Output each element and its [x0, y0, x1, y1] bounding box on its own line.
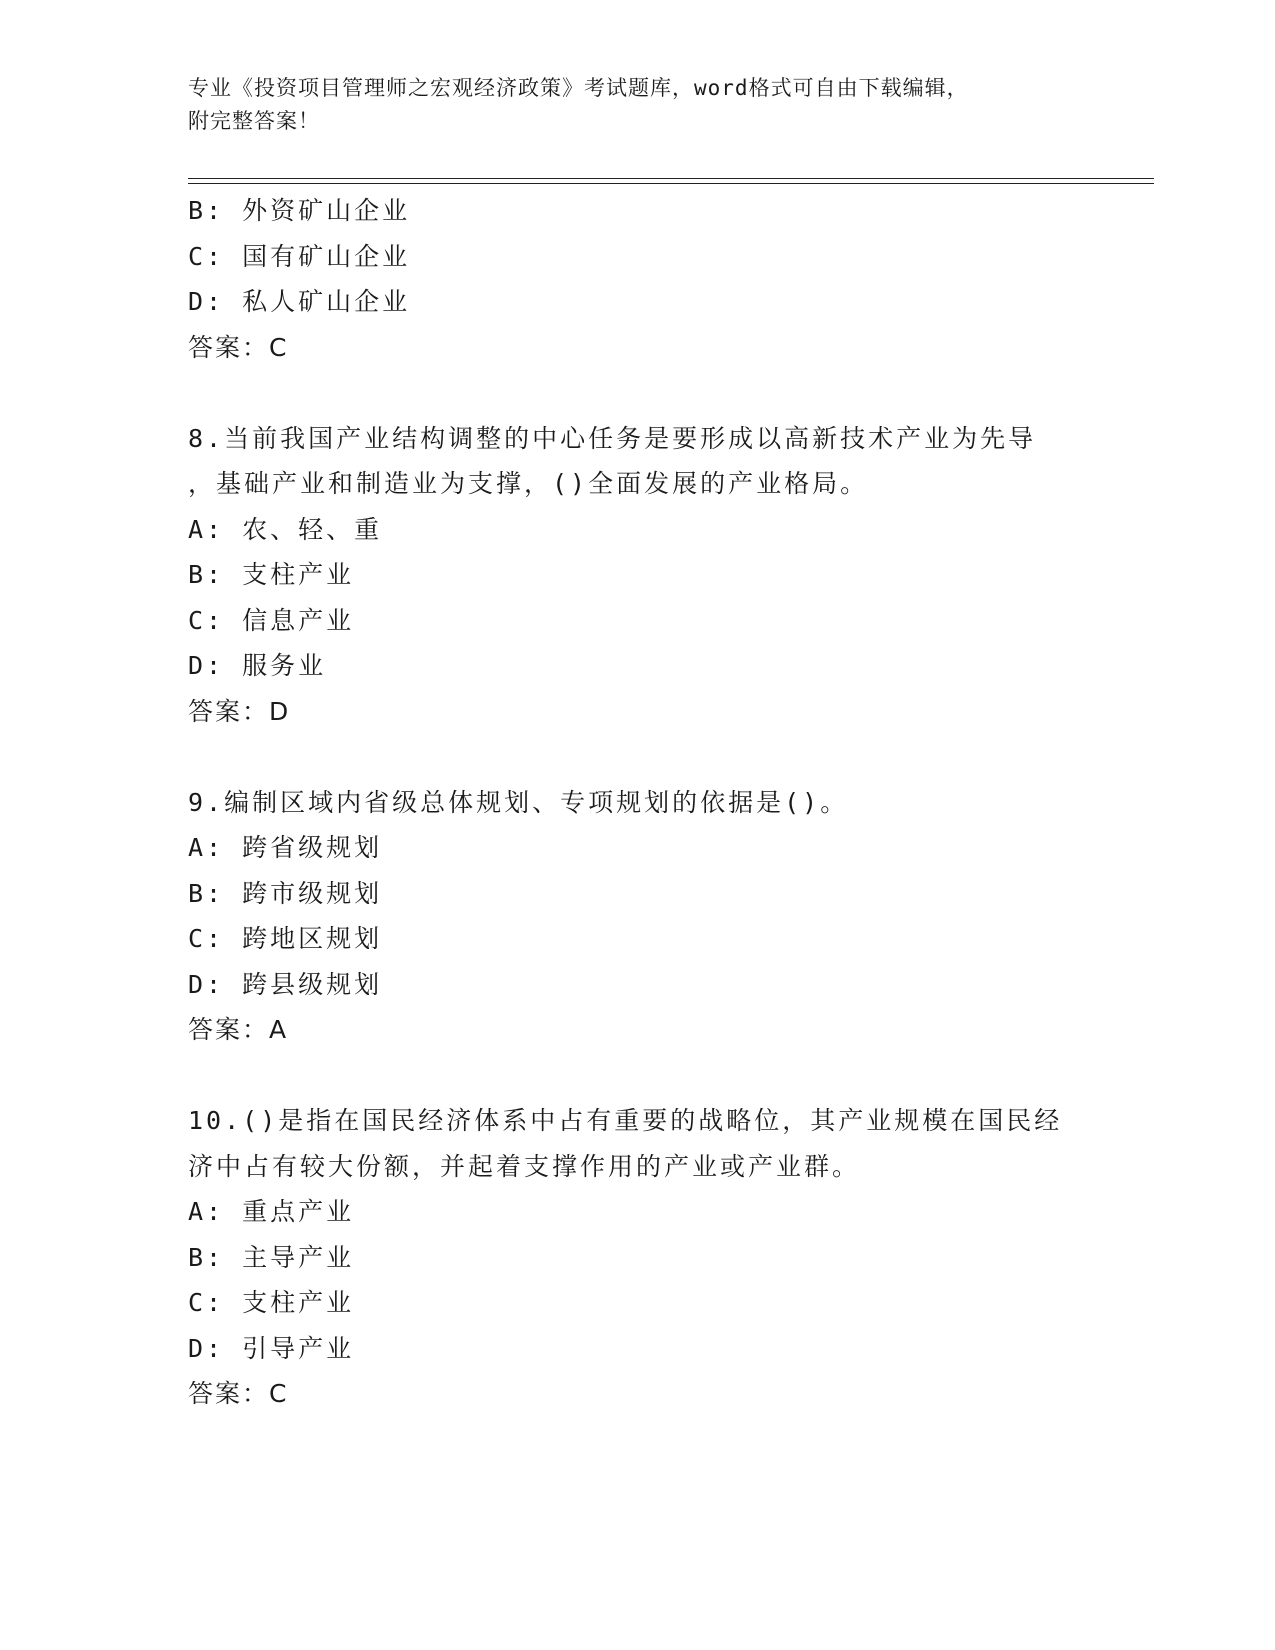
question-stem: 10.()是指在国民经济体系中占有重要的战略位，其产业规模在国民经 — [188, 1106, 1063, 1135]
question-list — [188, 188, 1088, 1417]
question-stem: 济中占有较大份额，并起着支撑作用的产业或产业群。 — [188, 1151, 861, 1181]
header-divider-bottom — [188, 183, 1154, 184]
answer-line: 答案：A — [188, 1015, 289, 1044]
option-c: C: 支柱产业 — [188, 1288, 355, 1317]
question-stem: 8.当前我国产业结构调整的中心任务是要形成以高新技术产业为先导 — [188, 423, 1037, 453]
option-d: D: 引导产业 — [188, 1333, 355, 1363]
header-divider-top — [188, 178, 1154, 179]
option-c: C: 跨地区规划 — [188, 924, 383, 953]
option-a: A: 跨省级规划 — [188, 833, 383, 862]
question-9 — [188, 780, 1088, 1053]
question-stem: ，基础产业和制造业为支撑，()全面发展的产业格局。 — [188, 469, 869, 498]
document-header — [188, 72, 1068, 138]
option-a: A: 农、轻、重 — [188, 514, 383, 544]
option-c: C: 国有矿山企业 — [188, 241, 411, 271]
question-10 — [188, 1098, 1088, 1417]
answer-line: 答案：C — [188, 332, 289, 362]
question-8 — [188, 416, 1088, 735]
option-d: D: 服务业 — [188, 651, 327, 680]
spacer — [188, 370, 1088, 416]
option-c: C: 信息产业 — [188, 605, 355, 635]
option-a: A: 重点产业 — [188, 1197, 355, 1226]
header-line-2: 附完整答案！ — [188, 109, 320, 133]
header-line-1: 专业《投资项目管理师之宏观经济政策》考试题库，word格式可自由下载编辑， — [188, 76, 969, 100]
answer-line: 答案：D — [188, 696, 291, 726]
option-b: B: 支柱产业 — [188, 560, 355, 589]
spacer — [188, 1053, 1088, 1099]
answer-line: 答案：C — [188, 1379, 289, 1408]
spacer — [188, 734, 1088, 780]
option-b: B: 跨市级规划 — [188, 878, 383, 908]
option-d: D: 跨县级规划 — [188, 969, 383, 999]
question-7-fragment — [188, 188, 1088, 370]
option-b: B: 外资矿山企业 — [188, 196, 411, 225]
option-b: B: 主导产业 — [188, 1242, 355, 1272]
question-stem: 9.编制区域内省级总体规划、专项规划的依据是()。 — [188, 787, 849, 817]
option-d: D: 私人矿山企业 — [188, 287, 411, 316]
